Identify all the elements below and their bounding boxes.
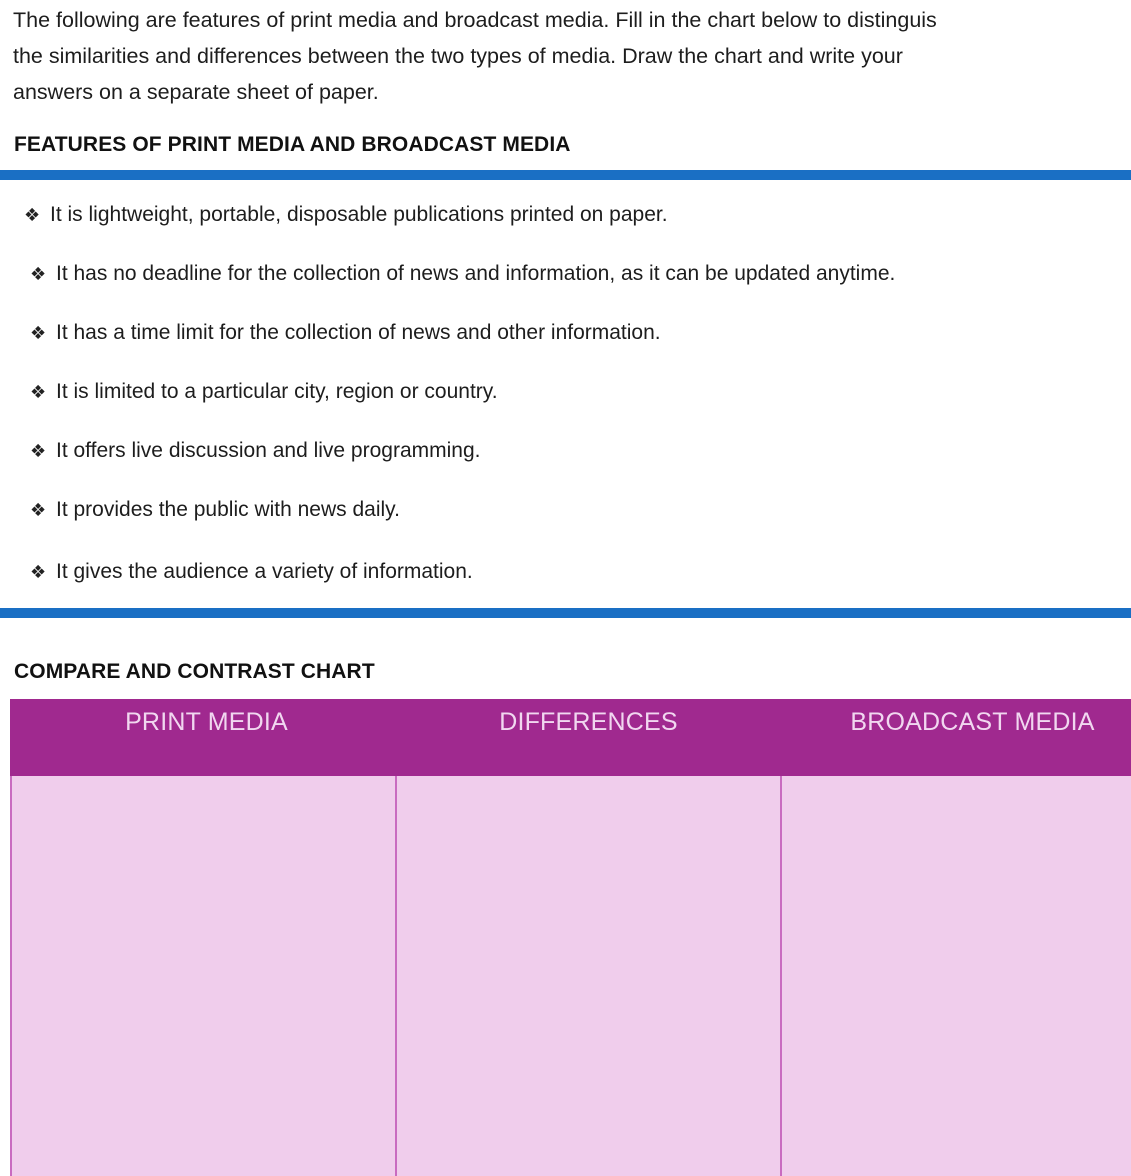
diamond-bullet-icon: ❖ [30,562,47,582]
column-divider [395,776,397,1176]
feature-text: It offers live discussion and live programming. [56,439,481,462]
feature-item [30,261,895,287]
feature-item [30,438,480,464]
chart-body [10,776,1131,1176]
feature-item [30,320,661,346]
features-box [0,170,1131,618]
diamond-bullet-icon: ❖ [24,205,41,225]
instructions-line-2: the similarities and differences between the two types of media. Draw the chart and write your [13,44,903,68]
instructions-line-1: The following are features of print media and broadcast media. Fill in the chart below to distinguis [13,8,937,32]
features-heading: FEATURES OF PRINT MEDIA AND BROADCAST MEDIA [14,133,571,156]
column-header-broadcast-media: BROADCAST MEDIA [850,708,1095,736]
compare-contrast-chart [10,699,1131,1169]
instructions-line-3: answers on a separate sheet of paper. [13,80,379,104]
chart-heading: COMPARE AND CONTRAST CHART [14,660,375,683]
diamond-bullet-icon: ❖ [30,382,47,402]
diamond-bullet-icon: ❖ [30,441,47,461]
feature-item [30,379,498,405]
feature-text: It has a time limit for the collection of news and other information. [56,321,661,344]
feature-text: It provides the public with news daily. [56,498,400,521]
feature-text: It has no deadline for the collection of news and information, as it can be updated anytime. [56,262,896,285]
feature-item [30,497,400,523]
feature-text: It is limited to a particular city, region or country. [56,380,498,403]
instructions [13,2,1131,110]
diamond-bullet-icon: ❖ [30,500,47,520]
chart-header-row [10,699,1131,776]
diamond-bullet-icon: ❖ [30,264,47,284]
column-divider [780,776,782,1176]
feature-text: It is lightweight, portable, disposable publications printed on paper. [50,203,668,226]
column-header-print-media: PRINT MEDIA [125,708,288,736]
feature-item [30,559,473,585]
diamond-bullet-icon: ❖ [30,323,47,343]
column-header-differences: DIFFERENCES [499,708,678,736]
feature-text: It gives the audience a variety of information. [56,560,473,583]
feature-item [24,202,668,228]
